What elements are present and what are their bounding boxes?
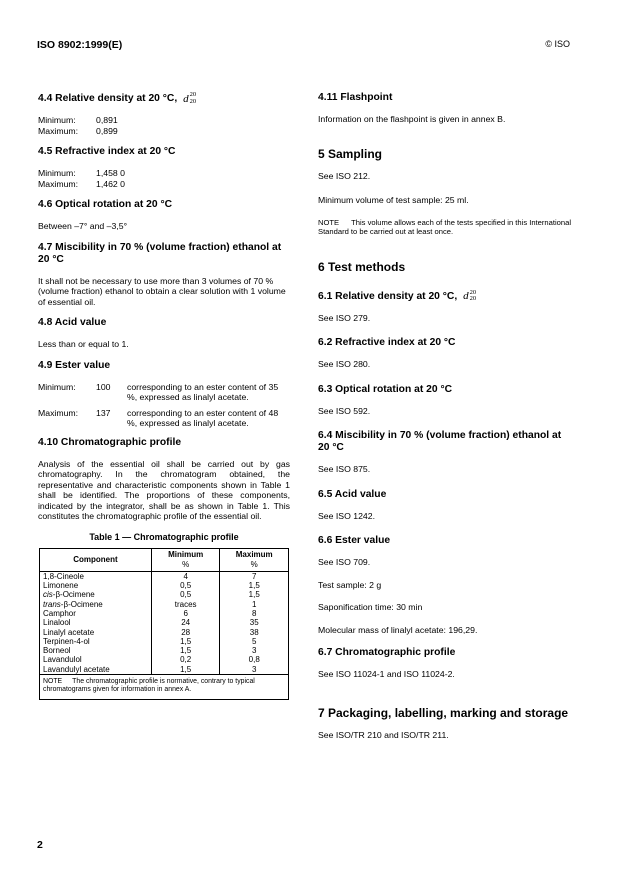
cell-max: 1,5 <box>220 581 289 590</box>
sampling-note-text: This volume allows each of the tests specified in this International Standard to be carried out at least once. <box>318 217 572 236</box>
heading-4-8: 4.8 Acid value <box>38 317 107 329</box>
heading-6-1-text: 6.1 Relative density at 20 °C, <box>318 290 458 302</box>
min-label: Minimum: <box>38 381 76 392</box>
cell-component: Lavandulyl acetate <box>40 665 152 675</box>
min-label: Minimum: <box>38 115 76 126</box>
cell-max: 3 <box>220 665 289 675</box>
ester-method-ref: See ISO 709. <box>318 557 371 568</box>
document-id: ISO 8902:1999(E) <box>37 39 123 51</box>
cell-component-name: -β-Ocimene <box>60 599 103 609</box>
cell-component: Linalool <box>40 618 152 627</box>
refractive-values <box>38 168 290 189</box>
cell-min: 4 <box>151 571 220 581</box>
packaging-text: See ISO/TR 210 and ISO/TR 211. <box>318 729 449 740</box>
min-value: 0,891 <box>96 115 118 126</box>
sampling-text-2: Minimum volume of test sample: 25 ml. <box>318 195 469 205</box>
ester-test-sample: Test sample: 2 g <box>318 579 382 590</box>
max-label: Maximum: <box>38 178 79 189</box>
table-row <box>40 618 289 627</box>
cell-component: Terpinen-4-ol <box>40 637 152 646</box>
header-minimum <box>151 548 220 571</box>
acid-value-text: Less than or equal to 1. <box>38 339 129 350</box>
cell-max: 38 <box>220 628 289 637</box>
cell-min: 0,2 <box>151 655 220 664</box>
miscibility-text: It shall not be necessary to use more than 3 volumes of 70 % (volume fraction) ethanol to obtain a clear solution with 1 volume of essential oil. <box>38 275 286 307</box>
heading-4-4 <box>38 92 290 105</box>
cell-max: 7 <box>220 571 289 581</box>
table-row <box>40 571 289 581</box>
header-maximum-unit: % <box>250 559 258 569</box>
right-column <box>318 92 572 750</box>
chromatographic-text: Analysis of the essential oil shall be carried out by gas chromatography. In the chromatogram obtained, the representative and characteristic components shown in Table 1 shall be identified. The proportions of these components, indicated by the integrator, shall be as shown in Table 1. This constitutes the chromatographic profile of the essential oil. <box>38 458 290 522</box>
table-row <box>40 628 289 637</box>
heading-4-9: 4.9 Ester value <box>38 359 111 371</box>
cell-max: 1,5 <box>220 590 289 599</box>
heading-7: 7 Packaging, labelling, marking and storage <box>318 705 569 720</box>
cell-component: Lavandulol <box>40 655 152 664</box>
ester-values <box>38 382 290 429</box>
ester-molecular-mass: Molecular mass of linalyl acetate: 196,29. <box>318 624 478 635</box>
heading-4-4-text: 4.4 Relative density at 20 °C, <box>38 93 178 105</box>
header-maximum <box>220 548 289 571</box>
table-row <box>40 590 289 599</box>
cell-min: 0,5 <box>151 590 220 599</box>
heading-6-2: 6.2 Refractive index at 20 °C <box>318 337 456 349</box>
cell-max: 5 <box>220 637 289 646</box>
test-method-6-5: See ISO 1242. <box>318 510 375 521</box>
header-maximum-label: Maximum <box>235 549 273 559</box>
heading-6-5: 6.5 Acid value <box>318 488 387 500</box>
sampling-note-label: NOTE <box>318 217 340 227</box>
symbol-d: d <box>183 92 189 105</box>
min-description: corresponding to an ester content of 35 %, expressed as linalyl acetate. <box>127 381 279 403</box>
ester-saponification-time: Saponification time: 30 min <box>318 602 423 613</box>
heading-6-4: 6.4 Miscibility in 70 % (volume fraction) ethanol at 20 °C <box>318 430 562 454</box>
cell-min: 6 <box>151 609 220 618</box>
cell-component: Camphor <box>40 609 152 618</box>
max-label: Maximum: <box>38 407 79 418</box>
cell-max: 1 <box>220 600 289 609</box>
symbol-sup: 20 <box>189 91 197 98</box>
heading-6-3: 6.3 Optical rotation at 20 °C <box>318 383 453 395</box>
table-caption: Table 1 — Chromatographic profile <box>89 531 239 542</box>
heading-6-7: 6.7 Chromatographic profile <box>318 647 456 659</box>
max-description: corresponding to an ester content of 48 %, expressed as linalyl acetate. <box>127 407 279 429</box>
table-row <box>40 581 289 590</box>
min-label: Minimum: <box>38 168 76 179</box>
cell-component: Limonene <box>40 581 152 590</box>
relative-density-symbol <box>183 92 196 105</box>
cell-component-name: -β-Ocimene <box>52 590 95 600</box>
heading-4-5: 4.5 Refractive index at 20 °C <box>38 146 176 158</box>
heading-6-6: 6.6 Ester value <box>318 535 391 547</box>
table-row <box>40 655 289 664</box>
table-row <box>40 609 289 618</box>
cell-max: 8 <box>220 609 289 618</box>
left-column <box>38 92 290 700</box>
max-value: 137 <box>96 407 111 418</box>
table-row <box>40 637 289 646</box>
table-note-label: NOTE <box>43 677 63 685</box>
heading-4-6: 4.6 Optical rotation at 20 °C <box>38 199 173 211</box>
table-row <box>40 646 289 655</box>
symbol-sub: 20 <box>469 295 477 302</box>
test-method-6-7: See ISO 11024-1 and ISO 11024-2. <box>318 669 455 680</box>
header-component: Component <box>40 548 152 571</box>
cell-prefix: trans <box>43 599 61 609</box>
max-label: Maximum: <box>38 125 79 136</box>
cell-component: 1,8-Cineole <box>40 571 152 581</box>
heading-5: 5 Sampling <box>318 146 383 161</box>
sampling-note <box>318 218 572 236</box>
heading-4-11: 4.11 Flashpoint <box>318 92 393 103</box>
relative-density-symbol <box>463 290 476 303</box>
flashpoint-text: Information on the flashpoint is given in annex B. <box>318 114 506 124</box>
symbol-d: d <box>463 290 469 302</box>
cell-component <box>40 590 152 599</box>
min-value: 100 <box>96 381 111 392</box>
table-note-row <box>40 674 289 699</box>
table-note <box>40 674 289 699</box>
cell-component: Linalyl acetate <box>40 628 152 637</box>
cell-min: 1,5 <box>151 665 220 675</box>
sampling-text-1: See ISO 212. <box>318 170 371 181</box>
header-minimum-unit: % <box>182 559 190 569</box>
cell-component <box>40 600 152 609</box>
symbol-sup: 20 <box>469 288 477 296</box>
cell-component: Borneol <box>40 646 152 655</box>
cell-min: 1,5 <box>151 637 220 646</box>
max-value: 0,899 <box>96 125 118 136</box>
cell-min: 1,5 <box>151 646 220 655</box>
cell-max: 35 <box>220 618 289 627</box>
table-row <box>40 665 289 675</box>
cell-max: 3 <box>220 646 289 655</box>
chromatographic-profile-table <box>39 548 289 700</box>
min-value: 1,458 0 <box>96 168 125 179</box>
test-method-6-2: See ISO 280. <box>318 359 371 370</box>
table-row <box>40 600 289 609</box>
heading-4-7: 4.7 Miscibility in 70 % (volume fraction) ethanol at 20 °C <box>38 241 282 265</box>
copyright-notice: © ISO <box>545 39 570 49</box>
max-value: 1,462 0 <box>96 178 125 189</box>
optical-rotation-text: Between –7° and –3,5° <box>38 221 128 232</box>
page-number: 2 <box>37 839 43 851</box>
cell-prefix: cis <box>43 590 53 600</box>
symbol-sub: 20 <box>189 97 197 105</box>
test-method-6-1: See ISO 279. <box>318 312 371 323</box>
cell-min: 0,5 <box>151 581 220 590</box>
heading-6-1 <box>318 290 572 303</box>
heading-4-10: 4.10 Chromatographic profile <box>38 436 182 448</box>
heading-6: 6 Test methods <box>318 259 406 274</box>
table-note-text: The chromatographic profile is normative, contrary to typical chromatograms given for information in annex A. <box>43 677 255 694</box>
cell-min: traces <box>151 600 220 609</box>
test-method-6-4: See ISO 875. <box>318 464 371 475</box>
cell-max: 0,8 <box>220 655 289 664</box>
cell-min: 28 <box>151 628 220 637</box>
cell-min: 24 <box>151 618 220 627</box>
density-values <box>38 115 290 136</box>
test-method-6-3: See ISO 592. <box>318 405 371 416</box>
header-minimum-label: Minimum <box>168 549 204 559</box>
